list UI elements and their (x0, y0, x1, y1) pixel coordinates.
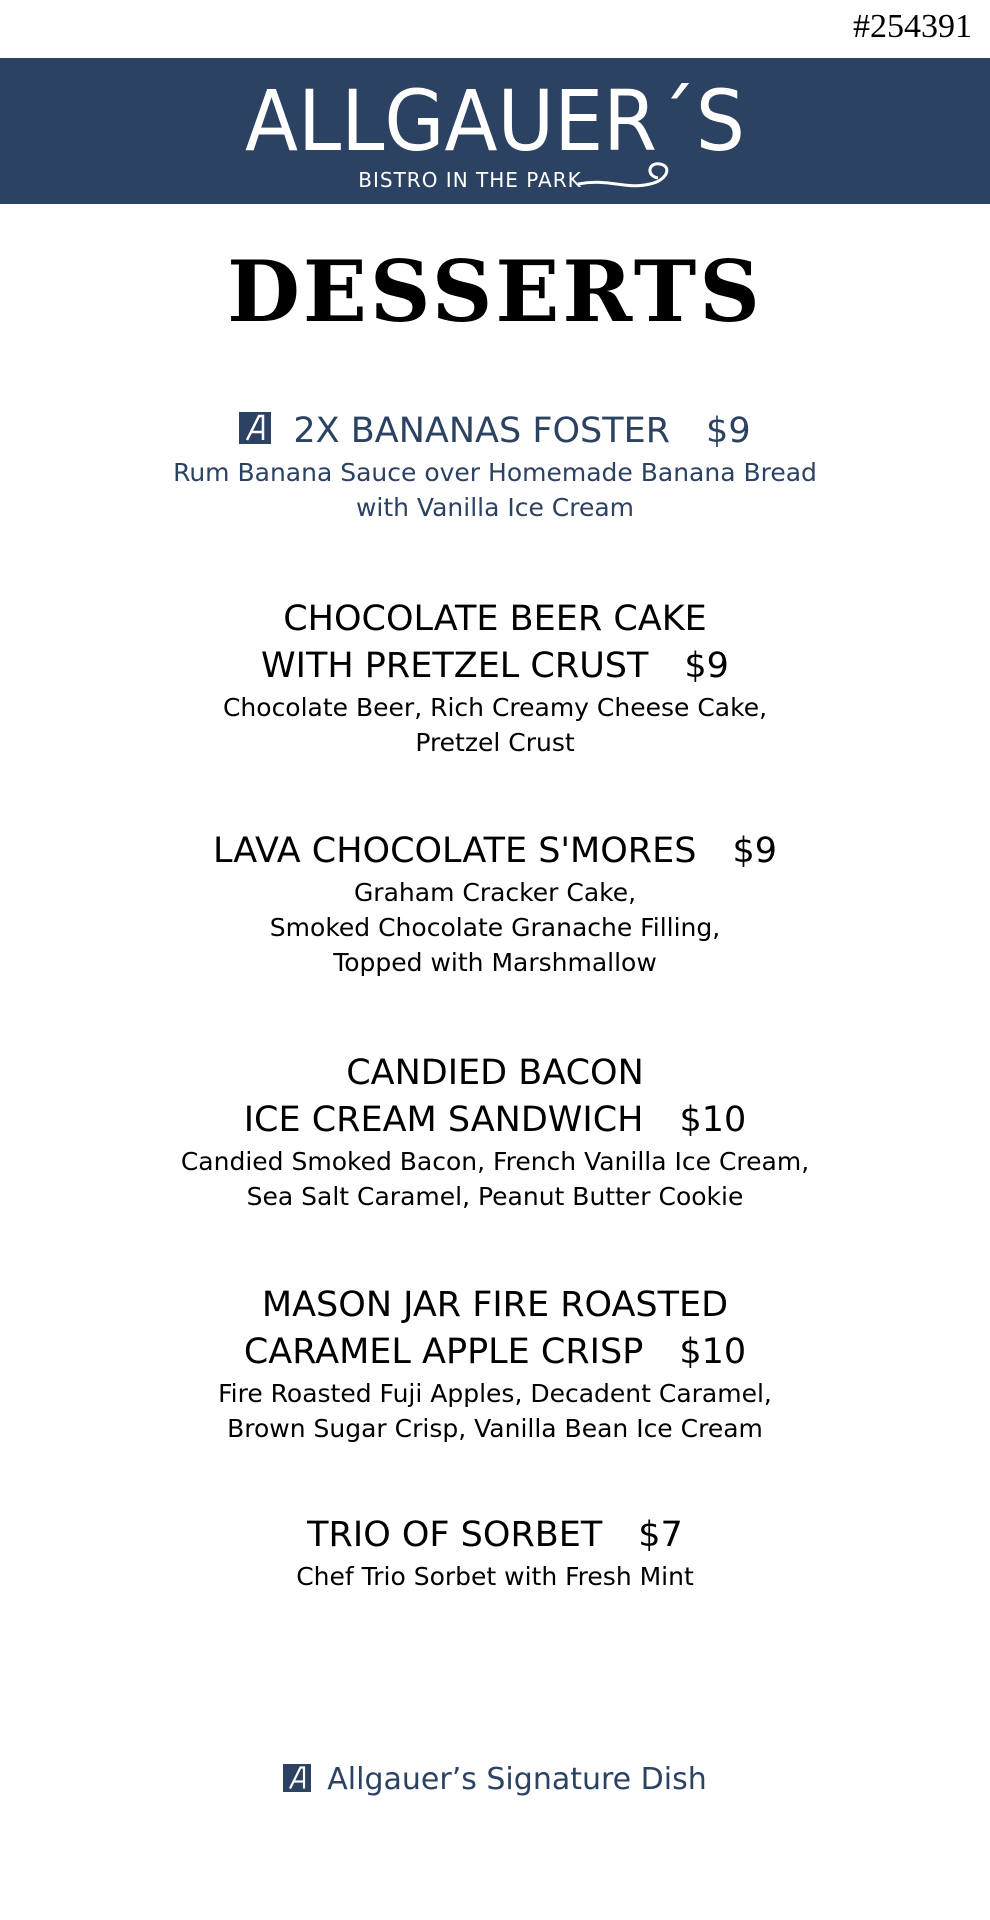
item-description: Brown Sugar Crisp, Vanilla Bean Ice Cream (227, 1414, 763, 1443)
item-name (0, 408, 990, 455)
item-name (0, 1329, 990, 1376)
item-name-text: CHOCOLATE BEER CAKE (283, 599, 707, 639)
item-name-text: LAVA CHOCOLATE S'MORES (212, 831, 697, 871)
menu-item (0, 1512, 990, 1594)
item-description: Smoked Chocolate Granache Filling, (269, 913, 721, 942)
item-description: Chef Trio Sorbet with Fresh Mint (296, 1562, 694, 1591)
item-price: $7 (638, 1515, 683, 1555)
item-name (0, 596, 990, 643)
item-price: $9 (732, 831, 777, 871)
item-description: with Vanilla Ice Cream (355, 493, 635, 522)
item-description: Topped with Marshmallow (333, 948, 657, 977)
item-description: Sea Salt Caramel, Peanut Butter Cookie (246, 1182, 744, 1211)
item-name-text: MASON JAR FIRE ROASTED (261, 1285, 729, 1325)
item-name-text: CANDIED BACON (346, 1053, 644, 1093)
item-name (0, 1512, 990, 1559)
item-price: $9 (684, 646, 729, 686)
item-name-text: CARAMEL APPLE CRISP (243, 1332, 644, 1372)
header-banner (0, 58, 990, 204)
item-name-text: WITH PRETZEL CRUST (261, 646, 649, 686)
item-price: $10 (679, 1332, 747, 1372)
menu-item (0, 596, 990, 760)
page-title: DESSERTS (227, 242, 763, 341)
brand-name: ALLGAUER´S (245, 72, 745, 170)
item-name-text: TRIO OF SORBET (307, 1515, 603, 1555)
menu-item (0, 408, 990, 525)
item-description: Graham Cracker Cake, (353, 878, 637, 907)
signature-legend (0, 1762, 990, 1797)
item-price: $10 (679, 1100, 747, 1140)
item-description: Chocolate Beer, Rich Creamy Cheese Cake, (222, 693, 768, 722)
item-name (0, 1097, 990, 1144)
document-id: #254391 (853, 8, 972, 45)
signature-a-icon (283, 1764, 311, 1792)
item-name (0, 1050, 990, 1097)
item-description: Candied Smoked Bacon, French Vanilla Ice Cream, (180, 1147, 810, 1176)
item-name (0, 1282, 990, 1329)
item-description: Fire Roasted Fuji Apples, Decadent Caramel, (218, 1379, 772, 1408)
item-name-text: ICE CREAM SANDWICH (243, 1100, 644, 1140)
brand-logo (0, 58, 990, 204)
brand-tagline: BISTRO IN THE PARK (358, 168, 582, 192)
item-price: $9 (706, 411, 751, 451)
item-name-text: 2X BANANAS FOSTER (293, 411, 671, 451)
legend-text: Allgauer’s Signature Dish (327, 1762, 707, 1797)
item-name (0, 828, 990, 875)
menu-item (0, 1282, 990, 1446)
item-description: Rum Banana Sauce over Homemade Banana Bread (173, 458, 817, 487)
item-description: Pretzel Crust (415, 728, 575, 757)
item-name (0, 643, 990, 690)
menu-item (0, 1050, 990, 1214)
signature-a-icon (239, 412, 271, 444)
menu-item (0, 828, 990, 980)
